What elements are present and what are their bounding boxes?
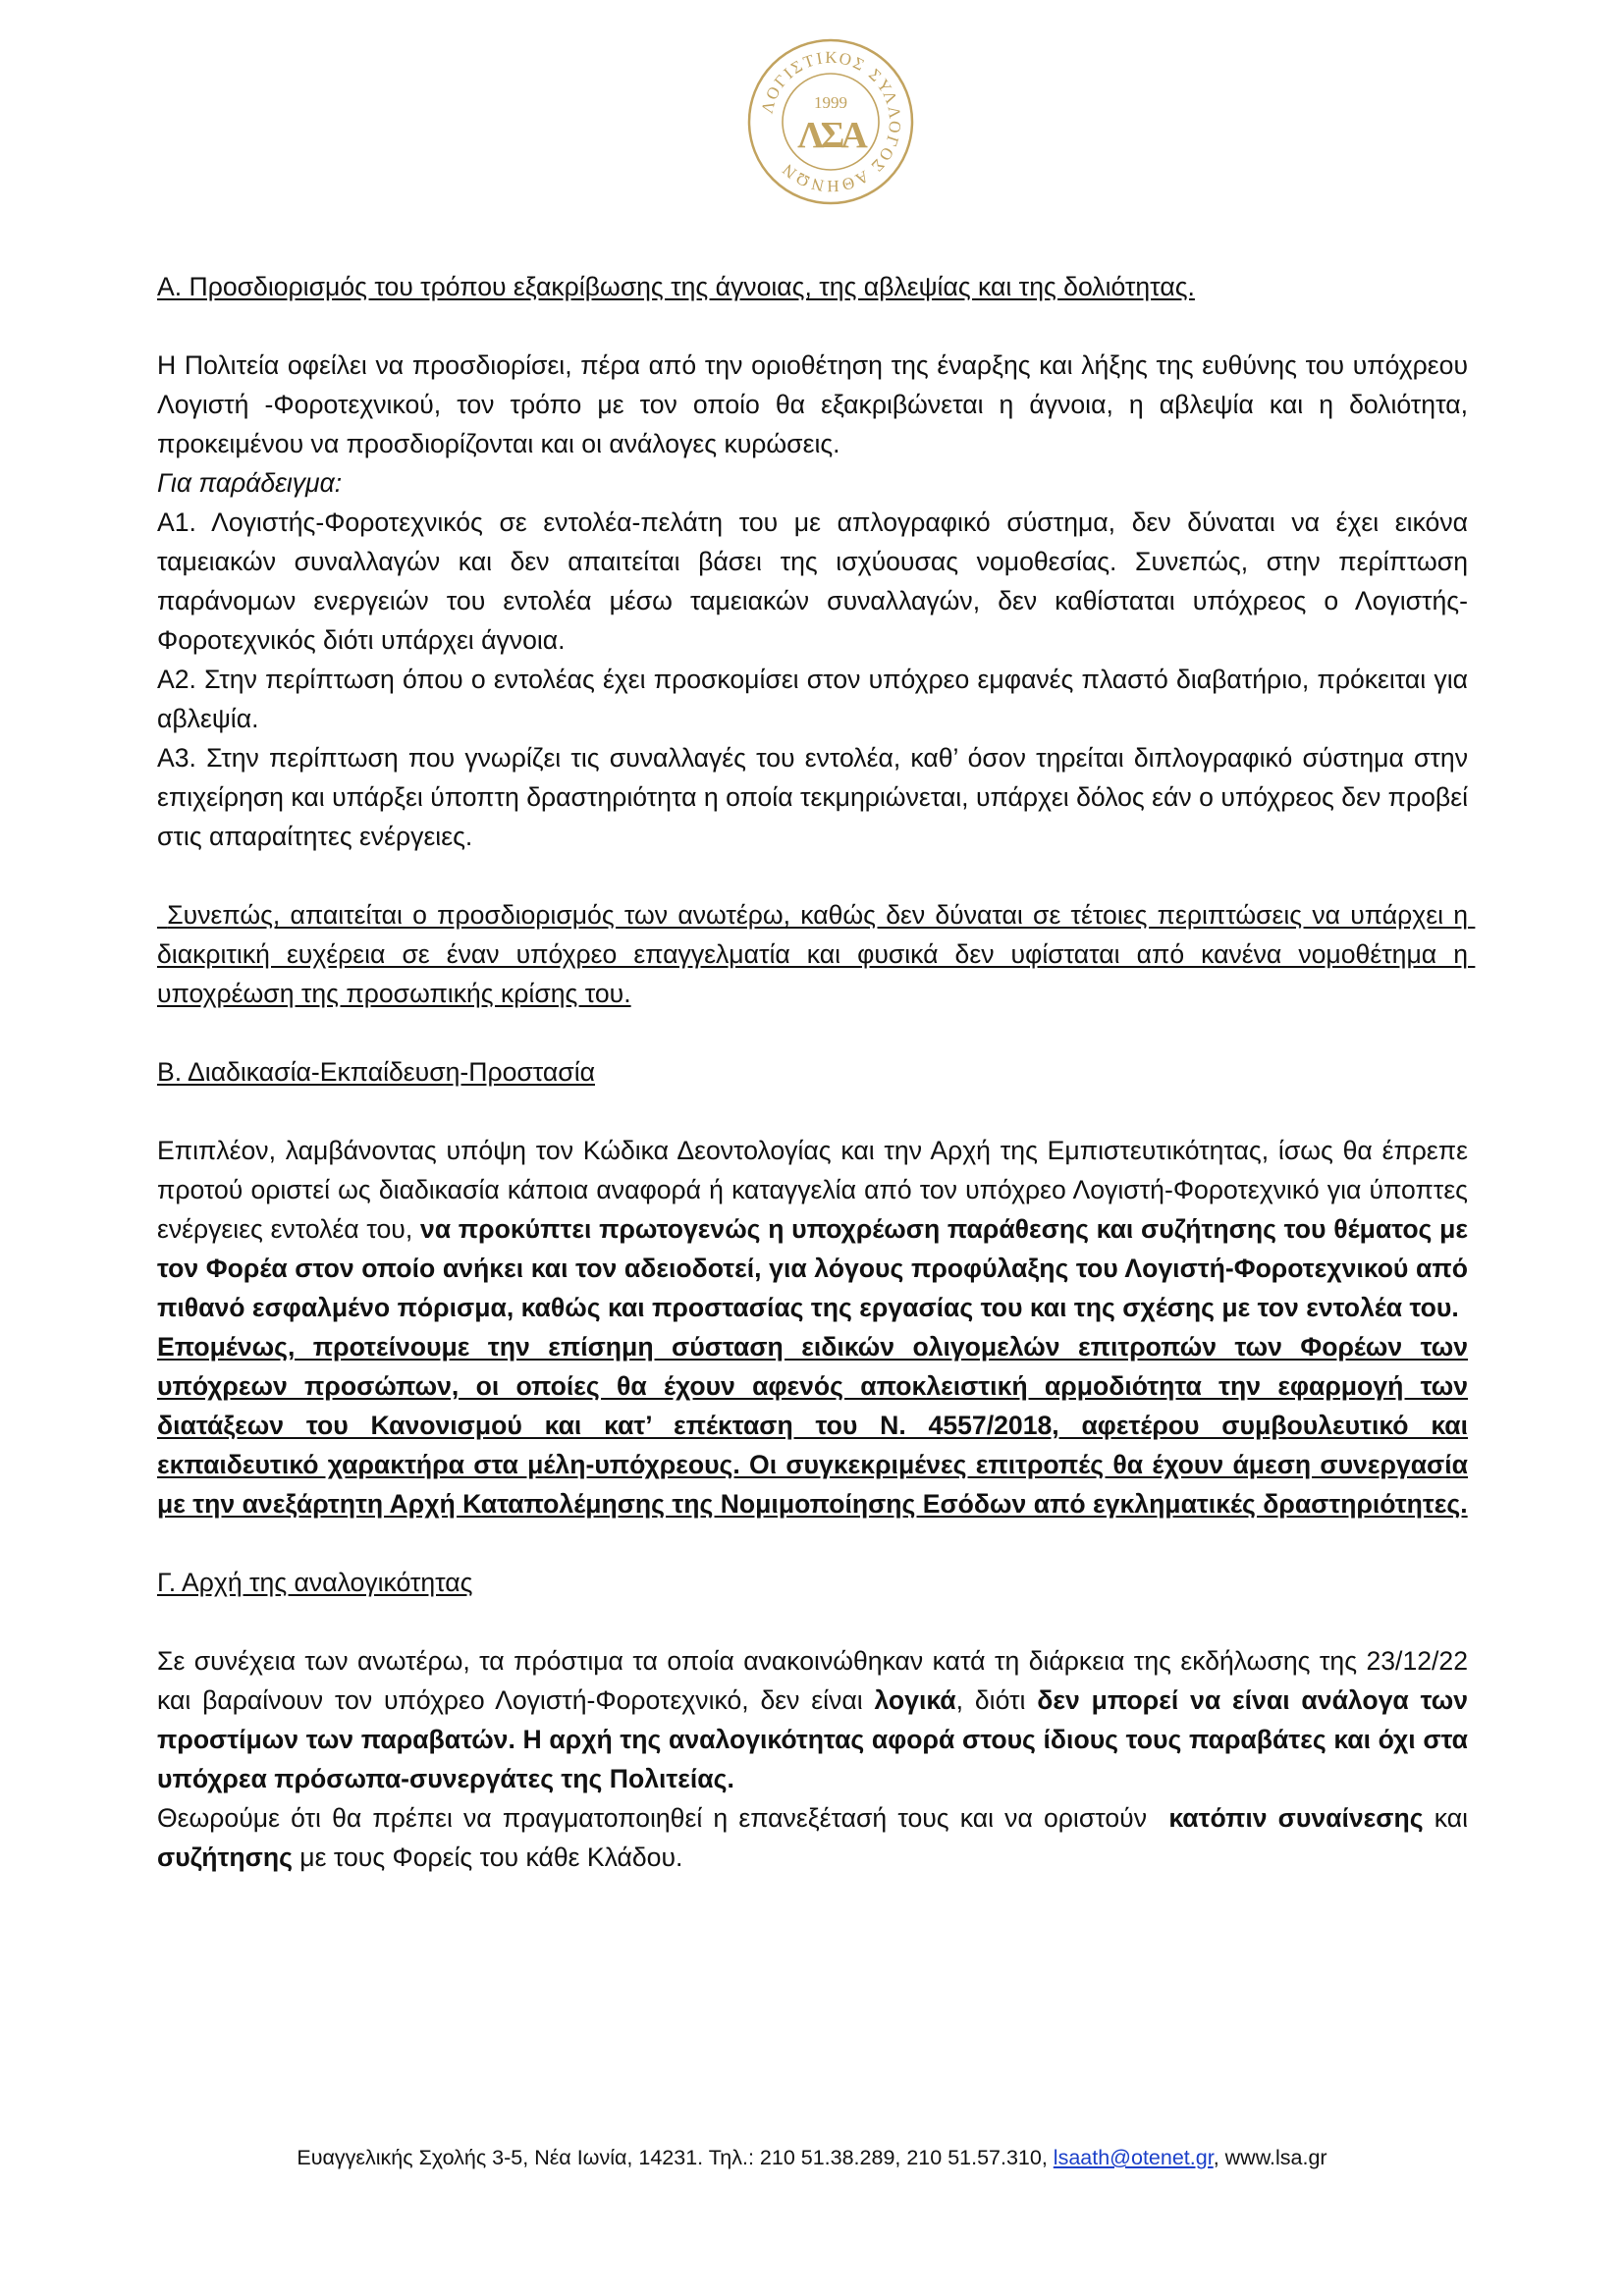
section-c-bold: δεν μπορεί να είναι ανάλογα των προστίμων των παραβατών. Η αρχή της αναλογικότητας αφορά στους ίδιους τους παραβάτες και όχι στα υπόχρεα πρόσωπα-συνεργάτες της Πολιτείας. [157,1685,1468,1793]
logo-monogram: ΛΣΑ [797,115,864,156]
section-c-bold: συζήτησης [157,1842,293,1872]
section-b-paragraph-1-bold: να προκύπτει πρωτογενώς η υποχρέωση παράθεσης και συζήτησης του θέματος με τον Φορέα στον οποίο ανήκει και τον αδειοδοτεί, για λόγους προφύλαξης του Λογιστή-Φοροτεχνικού από πιθανό εσφαλμένο πόρισμα, καθώς και προστασίας της εργασίας του και της σχέσης με τον εντολέα του. [157,1214,1468,1322]
example-label: Για παράδειγμα: [157,468,343,498]
section-c-heading: Γ. Αρχή της αναλογικότητας [157,1568,473,1597]
footer-address: Ευαγγελικής Σχολής 3-5, Νέα Ιωνία, 14231. Τηλ.: 210 51.38.289, 210 51.57.310, [297,2146,1054,2169]
example-a2: Α2. Στην περίπτωση όπου ο εντολέας έχει προσκομίσει στον υπόχρεο εμφανές πλαστό διαβατήριο, πρόκειται για αβλεψία. [157,665,1468,733]
section-b-paragraph-1-plain: Επιπλέον, λαμβάνοντας υπόψη τον Κώδικα Δεοντολογίας και την Αρχή της Εμπιστευτικότητας, ίσως θα έπρεπε προτού οριστεί ως διαδικασία κάποια αναφορά ή καταγγελία από τον υπόχρεο Λογιστή-Φοροτεχνικό για ύποπτες ενέργειες εντολέα του, [157,1136,1468,1244]
logo-ring-text: ΛΟΓΙΣΤΙΚΟΣ ΣΥΛΛΟΓΟΣ ΑΘΗΝΩΝ [757,47,905,196]
section-b-paragraph-1 [157,1131,1468,1327]
section-c-bold: λογικά [874,1685,956,1715]
footer-website: , www.lsa.gr [1213,2146,1327,2169]
section-b-proposal: Επομένως, προτείνουμε την επίσημη σύσταση ειδικών ολιγομελών επιτροπών των Φορέων των υπόχρεων προσώπων, οι οποίες θα έχουν αφενός αποκλειστική αρμοδιότητα την εφαρμογή των διατάξεων του Κανονισμού και κατ’ επέκταση του Ν. 4557/2018, αφετέρου συμβουλευτικό και εκπαιδευτικό χαρακτήρα στα μέλη-υπόχρεους. Οι συγκεκριμένες επιτροπές θα έχουν άμεση συνεργασία με την ανεξάρτητη Αρχή Καταπολέμησης της Νομιμοποίησης Εσόδων από εγκληματικές δραστηριότητες. [157,1332,1468,1519]
section-c-bold: κατόπιν συναίνεσης [1168,1803,1424,1833]
section-a-heading: Α. Προσδιορισμός του τρόπου εξακρίβωσης της άγνοιας, της αβλεψίας και της δολιότητας. [157,272,1195,301]
page-footer [0,2143,1624,2172]
section-c-text: Σε συνέχεια των ανωτέρω, τα πρόστιμα τα οποία ανακοινώθηκαν κατά τη διάρκεια της εκδήλωσης της 23/12/22 και βαραίνουν τον υπόχρεο Λογιστή-Φοροτεχνικό, δεν είναι [157,1646,1468,1715]
section-c-text: και [1423,1803,1476,1833]
section-c-paragraph-2 [157,1798,1476,1877]
example-a1: Α1. Λογιστής-Φοροτεχνικός σε εντολέα-πελάτη του με απλογραφικό σύστημα, δεν δύναται να έχει εικόνα ταμειακών συναλλαγών και δεν απαιτείται βάσει της ισχύουσας νομοθεσίας. Συνεπώς, στην περίπτωση παράνομων ενεργειών του εντολέα μέσω ταμειακών συναλλαγών, δεν καθίσταται υπόχρεος ο Λογιστής-Φοροτεχνικός διότι υπάρχει άγνοια. [157,507,1468,655]
section-c-text: με τους Φορείς του κάθε Κλάδου. [292,1842,683,1872]
footer-email-link[interactable]: lsaath@otenet.gr [1053,2146,1214,2169]
document-body [157,267,1476,1877]
section-a-conclusion: Συνεπώς, απαιτείται ο προσδιορισμός των ανωτέρω, καθώς δεν δύναται σε τέτοιες περιπτώσεις να υπάρχει η διακριτική ευχέρεια σε έναν υπόχρεο επαγγελματία και φυσικά δεν υφίσταται από κανένα νομοθέτημα η υποχρέωση της προσωπικής κρίσης του. [157,900,1476,1008]
section-a-intro: Η Πολιτεία οφείλει να προσδιορίσει, πέρα από την οριοθέτηση της έναρξης και λήξης της ευθύνης του υπόχρεου Λογιστή -Φοροτεχνικού, τον τρόπο με τον οποίο θα εξακριβώνεται η άγνοια, η αβλεψία και η δολιότητα, προκειμένου να προσδιορίζονται και οι ανάλογες κυρώσεις. [157,350,1468,458]
section-c-text: , διότι [955,1685,1038,1715]
section-b-heading: Β. Διαδικασία-Εκπαίδευση-Προστασία [157,1057,595,1087]
association-logo [746,37,915,206]
example-a3: Α3. Στην περίπτωση που γνωρίζει τις συναλλαγές του εντολέα, καθ’ όσον τηρείται διπλογραφικό σύστημα στην επιχείρηση και υπάρξει ύποπτη δραστηριότητα η οποία τεκμηριώνεται, υπάρχει δόλος εάν ο υπόχρεος δεν προβεί στις απαραίτητες ενέργειες. [157,743,1468,851]
section-c-text: Θεωρούμε ότι θα πρέπει να πραγματοποιηθεί η επανεξέτασή τους και να οριστούν [157,1803,1169,1833]
section-c-paragraph-1 [157,1641,1468,1798]
logo-year: 1999 [814,93,847,112]
